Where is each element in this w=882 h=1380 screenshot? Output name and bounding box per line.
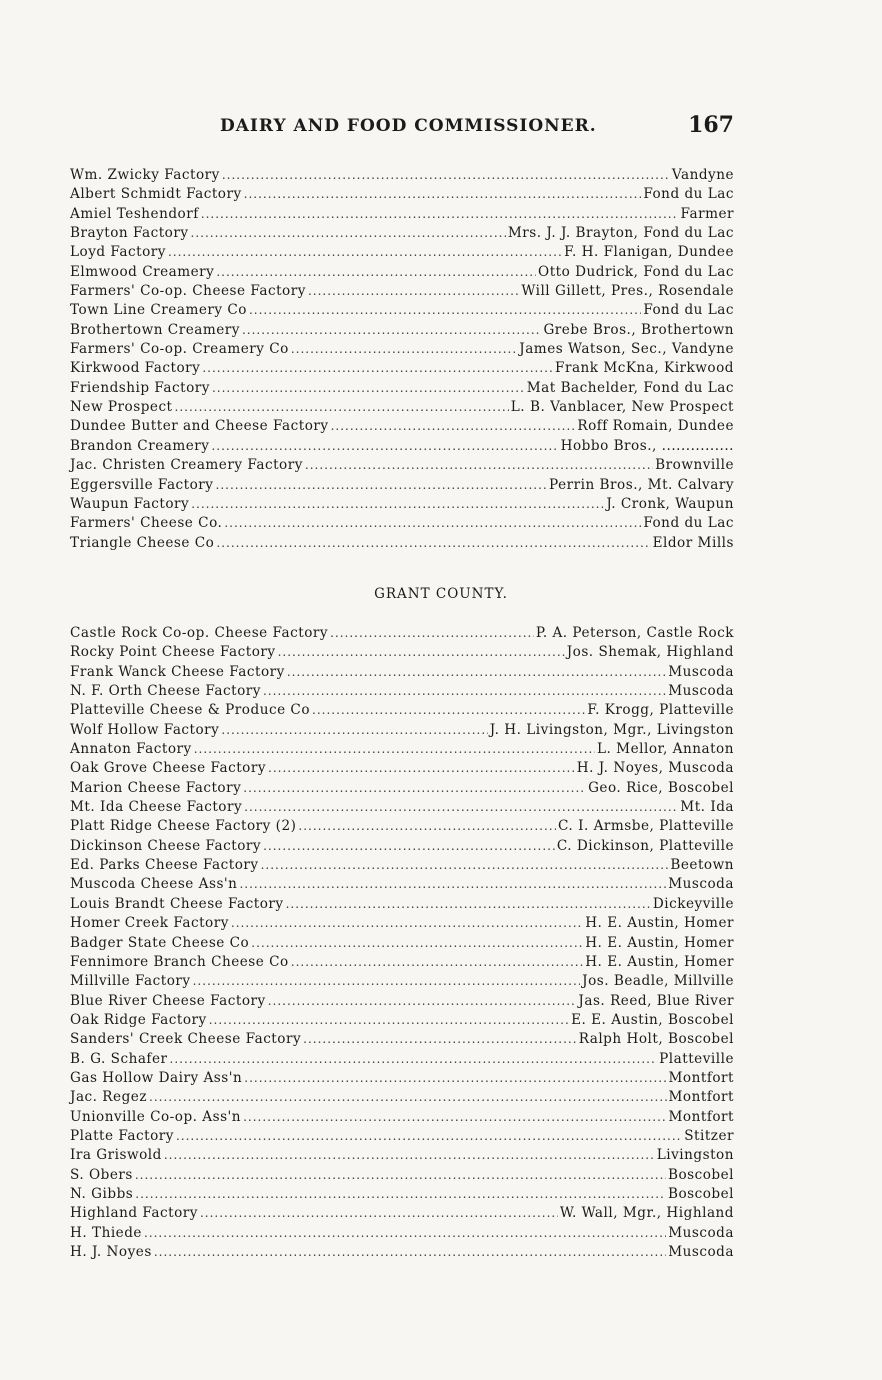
factory-name: New Prospect (70, 399, 173, 416)
factory-location: Mat Bachelder, Fond du Lac (526, 379, 734, 396)
factory-name: Sanders' Creek Cheese Factory (70, 1031, 302, 1048)
factory-location: Frank McKna, Kirkwood (555, 360, 734, 377)
list-row (70, 1204, 734, 1223)
dot-leader (144, 1224, 666, 1243)
factory-location: Will Gillett, Pres., Rosendale (521, 283, 734, 300)
dot-leader (242, 321, 541, 340)
factory-name: N. F. Orth Cheese Factory (70, 683, 261, 700)
dot-leader (330, 624, 534, 643)
dot-leader (298, 817, 556, 836)
factory-name: Brayton Factory (70, 225, 189, 242)
factory-location: Roff Romain, Dundee (577, 418, 734, 435)
list-row (70, 476, 734, 495)
dot-leader (244, 1069, 666, 1088)
dot-leader (244, 798, 678, 817)
dot-leader (261, 856, 669, 875)
dot-leader (212, 379, 525, 398)
factory-location: C. I. Armsbe, Platteville (558, 818, 734, 835)
dot-leader (251, 934, 583, 953)
factory-name: Gas Hollow Dairy Ass'n (70, 1069, 243, 1086)
dot-leader (211, 437, 558, 456)
dot-leader (268, 759, 575, 778)
factory-name: Brandon Creamery (70, 437, 210, 454)
list-row (70, 798, 734, 817)
factory-location: Muscoda (668, 1244, 734, 1260)
factory-name: Kirkwood Factory (70, 360, 201, 377)
factory-location: C. Dickinson, Platteville (556, 837, 734, 854)
list-row (70, 301, 734, 320)
factory-name: Triangle Cheese Co (70, 534, 215, 551)
factory-name: Oak Grove Cheese Factory (70, 760, 267, 777)
factory-location: Muscoda (668, 1224, 734, 1241)
factory-location: Beetown (670, 857, 734, 874)
factory-location: Mrs. J. J. Brayton, Fond du Lac (507, 225, 734, 242)
dot-leader (286, 895, 651, 914)
dot-leader (216, 534, 650, 553)
factory-name: Dundee Butter and Cheese Factory (70, 418, 329, 435)
factory-location: Fond du Lac (643, 302, 734, 319)
list-row (70, 1030, 734, 1049)
factory-location: Livingston (656, 1147, 734, 1164)
list-row (70, 1011, 734, 1030)
factory-location: Boscobel (667, 1166, 734, 1183)
factory-name: Loyd Factory (70, 244, 166, 261)
factory-name: Elmwood Creamery (70, 263, 215, 280)
factory-location: H. J. Noyes, Muscoda (576, 760, 734, 777)
list-row (70, 534, 734, 553)
dot-leader (243, 779, 586, 798)
list-row (70, 914, 734, 933)
dot-leader (308, 282, 519, 301)
factory-location: Jos. Shemak, Highland (566, 644, 734, 661)
dot-leader (331, 417, 576, 436)
list-row (70, 456, 734, 475)
factory-name: Blue River Cheese Factory (70, 992, 266, 1009)
factory-name: Homer Creek Factory (70, 915, 229, 932)
factory-name: Louis Brandt Cheese Factory (70, 895, 284, 912)
factory-name: Platt Ridge Cheese Factory (2) (70, 818, 297, 835)
dot-leader (200, 1204, 558, 1223)
factory-location: Perrin Bros., Mt. Calvary (549, 476, 734, 493)
factory-location: Montfort (668, 1069, 734, 1086)
factory-name: Jac. Christen Creamery Factory (70, 457, 303, 474)
factory-name: S. Obers (70, 1166, 133, 1183)
list-row (70, 379, 734, 398)
factory-name: Farmers' Co-op. Creamery Co (70, 341, 289, 358)
factory-location: Grebe Bros., Brothertown (543, 321, 734, 338)
factory-location: Fond du Lac (643, 515, 734, 532)
factory-name: Badger State Cheese Co (70, 934, 250, 951)
list-row (70, 205, 734, 224)
factory-location: Muscoda (668, 876, 734, 893)
page-header (68, 112, 734, 144)
list-row (70, 263, 734, 282)
dot-leader (135, 1166, 666, 1185)
list-row (70, 166, 734, 185)
factory-name: Millville Factory (70, 973, 191, 990)
list-row (70, 972, 734, 991)
dot-leader (176, 1127, 682, 1146)
dot-leader (216, 263, 536, 282)
list-row (70, 514, 734, 533)
list-row (70, 740, 734, 759)
list-row (70, 1069, 734, 1088)
running-title: DAIRY AND FOOD COMMISSIONER. (220, 116, 597, 136)
list-row (70, 1108, 734, 1127)
factory-name: Farmers' Co-op. Cheese Factory (70, 283, 306, 300)
factory-location: Platteville (659, 1050, 734, 1067)
dot-leader (268, 992, 577, 1011)
factory-name: Brothertown Creamery (70, 321, 240, 338)
factory-name: Farmers' Cheese Co. (70, 515, 223, 532)
list-row (70, 624, 734, 643)
dot-leader (303, 1030, 577, 1049)
factory-location: Montfort (668, 1108, 734, 1125)
list-row (70, 992, 734, 1011)
dot-leader (216, 476, 548, 495)
list-row (70, 779, 734, 798)
factory-name: Marion Cheese Factory (70, 779, 242, 796)
list-row (70, 495, 734, 514)
factory-name: Muscoda Cheese Ass'n (70, 876, 238, 893)
list-row (70, 1146, 734, 1165)
dot-leader (175, 398, 509, 417)
dot-leader (263, 682, 666, 701)
list-row (70, 359, 734, 378)
dot-leader (291, 953, 583, 972)
list-row (70, 185, 734, 204)
factory-location: James Watson, Sec., Vandyne (519, 341, 734, 358)
factory-location: Stitzer (684, 1127, 734, 1144)
factory-location: Montfort (668, 1089, 734, 1106)
factory-list-continued (70, 166, 734, 553)
list-row (70, 663, 734, 682)
list-row (70, 1050, 734, 1069)
factory-location: Eldor Mills (652, 534, 734, 551)
list-row (70, 875, 734, 894)
factory-name: Fennimore Branch Cheese Co (70, 953, 289, 970)
dot-leader (168, 243, 562, 262)
page-number: 167 (688, 112, 734, 138)
dot-leader (224, 514, 641, 533)
list-row (70, 437, 734, 456)
factory-name: Ed. Parks Cheese Factory (70, 857, 259, 874)
dot-leader (221, 721, 487, 740)
dot-leader (170, 1050, 658, 1069)
list-row (70, 1243, 734, 1262)
list-row (70, 856, 734, 875)
factory-name: N. Gibbs (70, 1185, 134, 1202)
list-row (70, 759, 734, 778)
list-row (70, 1185, 734, 1204)
dot-leader (149, 1088, 667, 1107)
factory-name: Wolf Hollow Factory (70, 721, 220, 738)
factory-name: H. J. Noyes (70, 1244, 152, 1260)
factory-name: Waupun Factory (70, 495, 190, 512)
dot-leader (239, 875, 666, 894)
factory-location: W. Wall, Mgr., Highland (559, 1205, 734, 1222)
list-row (70, 817, 734, 836)
factory-name: Wm. Zwicky Factory (70, 167, 220, 183)
factory-location: Muscoda (668, 663, 734, 680)
factory-location: L. B. Vanblacer, New Prospect (510, 399, 734, 416)
factory-name: Town Line Creamery Co (70, 302, 247, 319)
dot-leader (209, 1011, 569, 1030)
factory-location: Farmer (680, 205, 734, 222)
factory-location: J. Cronk, Waupun (606, 495, 734, 512)
factory-location: Jos. Beadle, Millville (582, 973, 734, 990)
dot-leader (291, 340, 517, 359)
factory-location: Mt. Ida (680, 799, 734, 816)
dot-leader (278, 643, 565, 662)
factory-name: Dickinson Cheese Factory (70, 837, 262, 854)
factory-location: P. A. Peterson, Castle Rock (535, 625, 734, 641)
factory-name: B. G. Schafer (70, 1050, 168, 1067)
list-row (70, 282, 734, 301)
dot-leader (164, 1146, 655, 1165)
factory-name: Highland Factory (70, 1205, 198, 1222)
factory-location: Geo. Rice, Boscobel (588, 779, 734, 796)
dot-leader (191, 224, 506, 243)
factory-name: Unionville Co-op. Ass'n (70, 1108, 242, 1125)
factory-location: H. E. Austin, Homer (585, 934, 734, 951)
list-row (70, 398, 734, 417)
list-row (70, 701, 734, 720)
factory-name: Ira Griswold (70, 1147, 162, 1164)
list-row (70, 682, 734, 701)
factory-location: Hobbo Bros., ............... (560, 437, 734, 454)
list-row (70, 1224, 734, 1243)
section-heading-grant-county: GRANT COUNTY. (374, 586, 508, 602)
dot-leader (201, 205, 679, 224)
list-row (70, 895, 734, 914)
list-row (70, 721, 734, 740)
factory-location: E. E. Austin, Boscobel (571, 1011, 734, 1028)
list-row (70, 1127, 734, 1146)
factory-location: Otto Dudrick, Fond du Lac (538, 263, 734, 280)
list-row (70, 934, 734, 953)
list-row (70, 953, 734, 972)
factory-location: Muscoda (668, 683, 734, 700)
dot-leader (249, 301, 641, 320)
factory-location: H. E. Austin, Homer (585, 915, 734, 932)
dot-leader (243, 1108, 666, 1127)
factory-name: Eggersville Factory (70, 476, 214, 493)
factory-list-grant-county (70, 624, 734, 1262)
factory-location: Brownville (655, 457, 734, 474)
factory-name: Jac. Regez (70, 1089, 147, 1106)
list-row (70, 643, 734, 662)
factory-location: L. Mellor, Annaton (597, 741, 734, 758)
dot-leader (135, 1185, 666, 1204)
factory-name: Mt. Ida Cheese Factory (70, 799, 243, 816)
factory-name: Oak Ridge Factory (70, 1011, 207, 1028)
factory-name: Annaton Factory (70, 741, 192, 758)
factory-name: Friendship Factory (70, 379, 210, 396)
list-row (70, 224, 734, 243)
factory-name: Castle Rock Co-op. Cheese Factory (70, 625, 329, 641)
factory-name: Frank Wanck Cheese Factory (70, 663, 285, 680)
dot-leader (305, 456, 653, 475)
factory-location: J. H. Livingston, Mgr., Livingston (489, 721, 734, 738)
factory-name: Platteville Cheese & Produce Co (70, 702, 311, 719)
factory-location: Vandyne (671, 167, 734, 183)
list-row (70, 417, 734, 436)
list-row (70, 1088, 734, 1107)
dot-leader (244, 185, 642, 204)
factory-location: Boscobel (667, 1185, 734, 1202)
dot-leader (312, 701, 585, 720)
factory-name: H. Thiede (70, 1224, 142, 1241)
factory-name: Platte Factory (70, 1127, 174, 1144)
factory-location: F. H. Flanigan, Dundee (564, 244, 734, 261)
factory-location: F. Krogg, Platteville (587, 702, 734, 719)
dot-leader (231, 914, 583, 933)
list-row (70, 1166, 734, 1185)
factory-location: Ralph Holt, Boscobel (578, 1031, 734, 1048)
dot-leader (263, 837, 555, 856)
factory-location: Dickeyville (652, 895, 734, 912)
dot-leader (202, 359, 553, 378)
dot-leader (287, 663, 666, 682)
factory-name: Amiel Teshendorf (70, 205, 199, 222)
dot-leader (222, 166, 670, 185)
list-row (70, 837, 734, 856)
dot-leader (191, 495, 604, 514)
factory-name: Albert Schmidt Factory (70, 186, 242, 203)
list-row (70, 340, 734, 359)
factory-name: Rocky Point Cheese Factory (70, 644, 276, 661)
factory-location: H. E. Austin, Homer (585, 953, 734, 970)
dot-leader (194, 740, 595, 759)
factory-location: Fond du Lac (643, 186, 734, 203)
list-row (70, 243, 734, 262)
factory-location: Jas. Reed, Blue River (578, 992, 734, 1009)
list-row (70, 321, 734, 340)
dot-leader (193, 972, 581, 991)
dot-leader (154, 1243, 666, 1262)
